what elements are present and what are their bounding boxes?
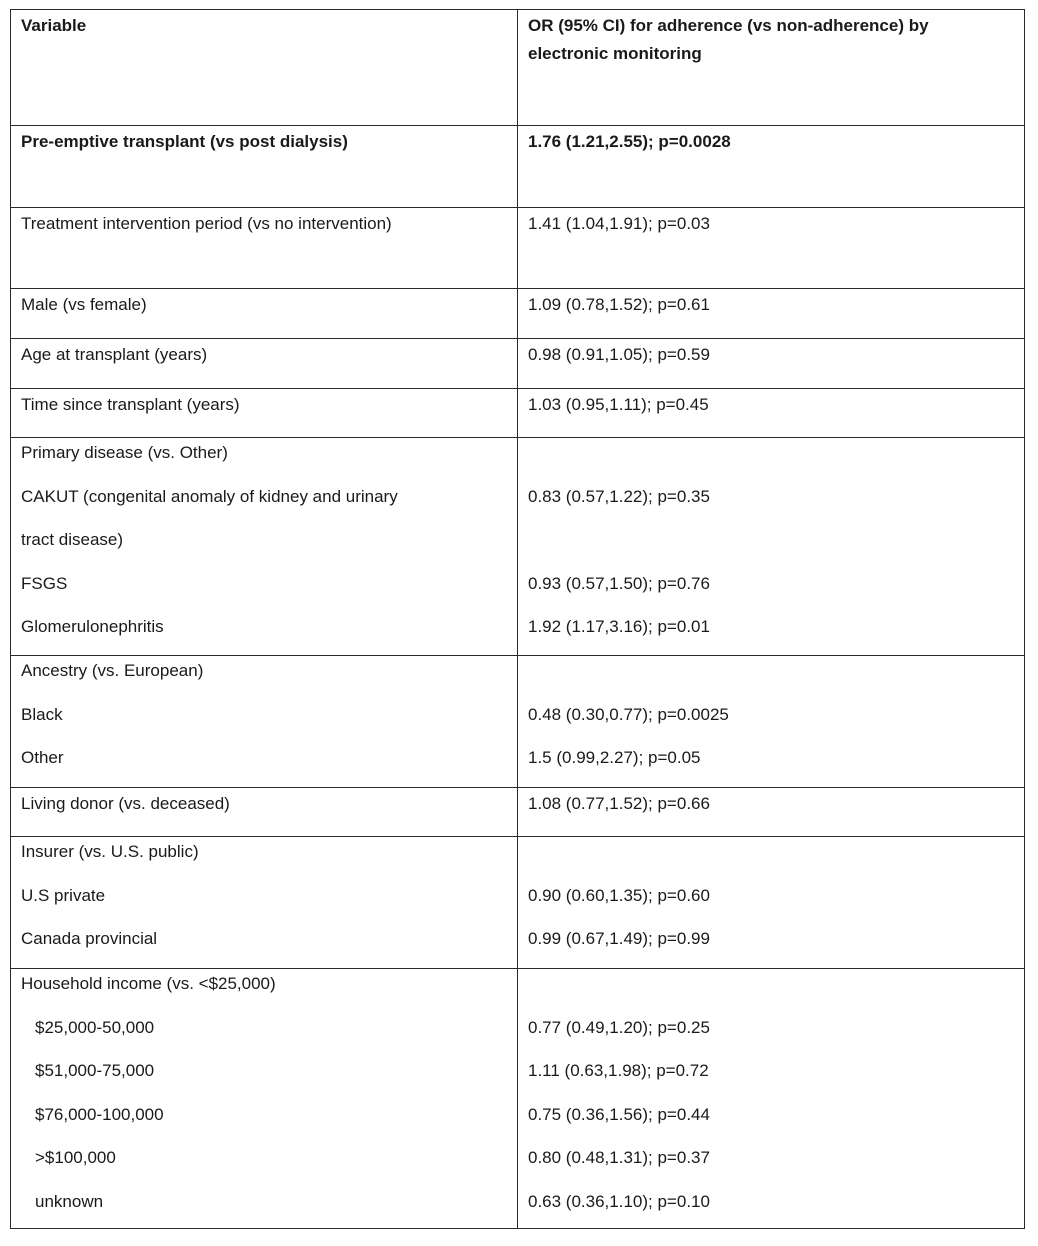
cakut-label-line2: tract disease) [21, 530, 124, 549]
odds-ratio-table [10, 9, 1025, 1229]
table-row [11, 787, 1024, 836]
header-variable-label: Variable [21, 16, 87, 35]
group-title: Insurer (vs. U.S. public) [21, 842, 199, 861]
private-value: 0.90 (0.60,1.35); p=0.60 [528, 885, 710, 905]
other-value: 1.5 (0.99,2.27); p=0.05 [528, 748, 701, 767]
row-value: 1.41 (1.04,1.91); p=0.03 [528, 214, 710, 233]
glom-value: 1.92 (1.17,3.16); p=0.01 [528, 617, 710, 636]
cakut-label-line1: CAKUT (congenital anomaly of kidney and urinary [21, 486, 398, 506]
table-row-primary-disease [11, 437, 1024, 655]
row-value: 1.09 (0.78,1.52); p=0.61 [528, 295, 710, 314]
income-value: 0.63 (0.36,1.10); p=0.10 [528, 1191, 710, 1211]
group-title: Ancestry (vs. European) [21, 661, 204, 680]
header-or [518, 10, 1024, 125]
income-value: 0.80 (0.48,1.31); p=0.37 [528, 1148, 710, 1167]
row-label: Time since transplant (years) [11, 389, 518, 437]
primary-disease-values [518, 438, 1024, 655]
group-title: Household income (vs. <$25,000) [21, 974, 276, 993]
table-row-insurer [11, 836, 1024, 968]
row-label: Age at transplant (years) [11, 339, 518, 388]
private-label: U.S private [21, 885, 106, 905]
income-label: $76,000-100,000 [35, 1104, 164, 1124]
primary-disease-labels [11, 438, 518, 655]
ancestry-labels [11, 656, 518, 787]
canada-value: 0.99 (0.67,1.49); p=0.99 [528, 929, 710, 948]
income-label: >$100,000 [35, 1148, 116, 1167]
cakut-value: 0.83 (0.57,1.22); p=0.35 [528, 486, 710, 506]
row-label: Living donor (vs. deceased) [11, 788, 518, 836]
glom-label: Glomerulonephritis [21, 617, 164, 636]
row-value: 1.03 (0.95,1.11); p=0.45 [528, 395, 709, 414]
row-value: 0.98 (0.91,1.05); p=0.59 [528, 345, 710, 364]
table-row [11, 338, 1024, 388]
group-title: Primary disease (vs. Other) [21, 443, 228, 462]
table-row [11, 388, 1024, 437]
fsgs-value: 0.93 (0.57,1.50); p=0.76 [528, 573, 710, 593]
table-header-row [11, 10, 1024, 125]
row-label: Pre-emptive transplant (vs post dialysis) [11, 126, 518, 207]
fsgs-label: FSGS [21, 573, 68, 593]
black-label: Black [21, 704, 63, 724]
header-or-label-line1: OR (95% CI) for adherence (vs non-adherence) by [528, 16, 929, 35]
other-label: Other [21, 748, 64, 767]
table-row-income [11, 968, 1024, 1228]
row-value: 1.76 (1.21,2.55); p=0.0028 [528, 132, 731, 151]
row-label: Male (vs female) [11, 289, 518, 338]
income-labels [11, 969, 518, 1228]
row-value: 1.08 (0.77,1.52); p=0.66 [528, 794, 710, 813]
table-row-ancestry [11, 655, 1024, 787]
ancestry-values [518, 656, 1024, 787]
income-value: 0.75 (0.36,1.56); p=0.44 [528, 1104, 710, 1124]
row-label: Treatment intervention period (vs no intervention) [11, 208, 518, 288]
header-or-label-line2: electronic monitoring [528, 44, 702, 63]
income-label: $25,000-50,000 [35, 1017, 155, 1037]
insurer-values [518, 837, 1024, 968]
black-value: 0.48 (0.30,0.77); p=0.0025 [528, 704, 729, 724]
table-row [11, 125, 1024, 207]
canada-label: Canada provincial [21, 929, 158, 948]
table-row [11, 207, 1024, 288]
income-value: 1.11 (0.63,1.98); p=0.72 [528, 1061, 709, 1080]
income-label: unknown [35, 1191, 104, 1211]
income-label: $51,000-75,000 [35, 1061, 155, 1080]
income-values [518, 969, 1024, 1228]
table-row [11, 288, 1024, 338]
insurer-labels [11, 837, 518, 968]
income-value: 0.77 (0.49,1.20); p=0.25 [528, 1017, 710, 1037]
header-variable [11, 10, 518, 125]
